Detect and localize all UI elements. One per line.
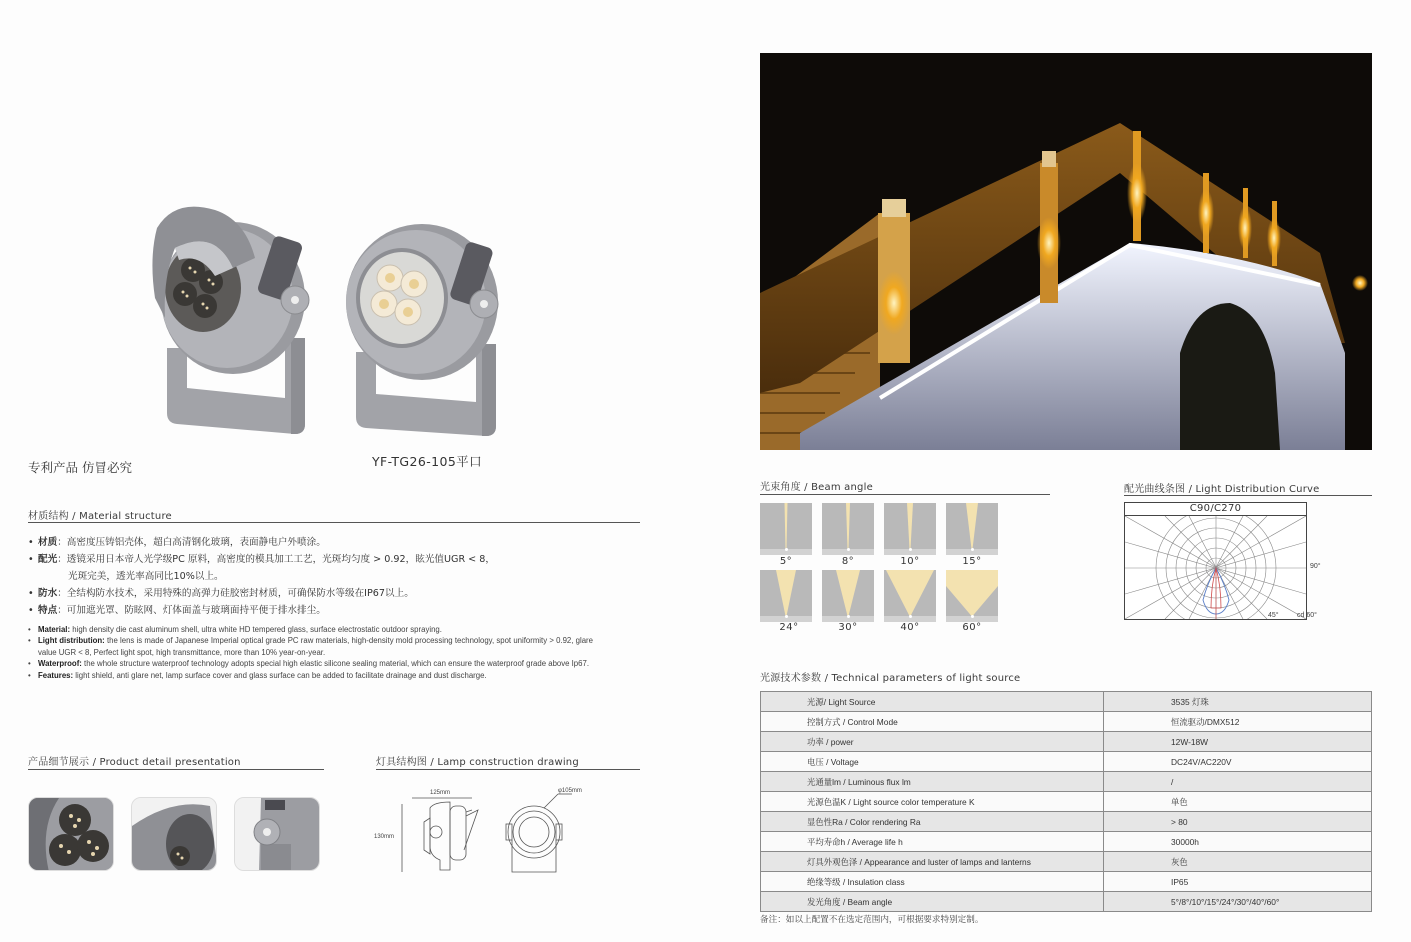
beam-diagram-30 bbox=[822, 570, 874, 622]
material-list-en bbox=[28, 624, 593, 681]
beam-label: 24° bbox=[779, 622, 799, 633]
detail-thumb-led-lens bbox=[28, 797, 114, 871]
beam-diagram-15 bbox=[946, 503, 998, 555]
application-photo-bridge bbox=[760, 53, 1372, 450]
list-item: • Light distribution: the lens is made of Japanese Imperial optical grade PC raw materials, high-density mold processing technology, spot uniformity > 0.92, glare value UGR < 8, Perfect light spot, high transmittance, more than 10% year-on-year. bbox=[28, 635, 593, 658]
beam-label: 15° bbox=[962, 556, 982, 567]
light-distribution-curve bbox=[1124, 502, 1307, 620]
beam-diagram-10 bbox=[884, 503, 936, 555]
beam-label: 60° bbox=[962, 622, 982, 633]
model-name: YF-TG26-105平口 bbox=[372, 454, 482, 469]
material-section-title: 材质结构 / Material structure bbox=[28, 511, 172, 522]
width-dimension: 125mm bbox=[430, 790, 451, 796]
curve-header: C90/C270 bbox=[1125, 503, 1306, 516]
detail-thumb-light-shield bbox=[131, 797, 217, 871]
table-row: 功率 / power 12W-18W bbox=[761, 732, 1372, 752]
table-row: 平均寿命h / Average life h 30000h bbox=[761, 832, 1372, 852]
table-row: 显色性Ra / Color rendering Ra > 80 bbox=[761, 812, 1372, 832]
patent-notice: 专利产品 仿冒必究 bbox=[28, 460, 132, 475]
list-item: • 配光：透镜采用日本帝人光学级PC 原料，高密度的模具加工工艺，光斑均匀度 > 0.92，眩光值UGR < 8， 光斑完美，透光率高同比10%以上。 bbox=[28, 551, 638, 585]
section-divider bbox=[1124, 495, 1372, 496]
beam-diagram-60 bbox=[946, 570, 998, 622]
drawing-section-title: 灯具结构图 / Lamp construction drawing bbox=[376, 757, 579, 768]
list-item: • 防水：全结构防水技术，采用特殊的高弹力硅胶密封材质，可确保防水等级在IP67以上。 bbox=[28, 585, 638, 602]
section-divider bbox=[28, 769, 324, 770]
table-row: 控制方式 / Control Mode 恒流驱动/DMX512 bbox=[761, 712, 1372, 732]
table-row: 光源色温K / Light source color temperature K 单色 bbox=[761, 792, 1372, 812]
diameter-dimension: φ105mm bbox=[558, 788, 582, 794]
beam-diagram-40 bbox=[884, 570, 936, 622]
height-dimension: 130mm bbox=[374, 834, 395, 840]
curve-label-cd60: cd 60° bbox=[1297, 612, 1317, 619]
table-row: 绝缘等级 / Insulation class IP65 bbox=[761, 872, 1372, 892]
customization-note: 备注：如以上配置不在选定范围内，可根据要求特别定制。 bbox=[760, 915, 984, 925]
table-row: 灯具外观色泽 / Appearance and luster of lamps and lanterns 灰色 bbox=[761, 852, 1372, 872]
beam-diagram-8 bbox=[822, 503, 874, 555]
technical-parameters-table bbox=[760, 691, 1372, 912]
beam-label: 40° bbox=[900, 622, 920, 633]
list-item: • Waterproof: the whole structure waterproof technology adopts special high elastic silicone sealing material, which can ensure the waterproof grade above Ip67. bbox=[28, 658, 593, 669]
beam-label: 8° bbox=[841, 556, 855, 567]
table-row: 光源/ Light Source 3535 灯珠 bbox=[761, 692, 1372, 712]
curve-label-45: 45° bbox=[1268, 612, 1279, 619]
beam-diagram-5 bbox=[760, 503, 812, 555]
beam-label: 30° bbox=[838, 622, 858, 633]
table-row: 发光角度 / Beam angle 5°/8°/10°/15°/24°/30°/40°/60° bbox=[761, 892, 1372, 912]
curve-label-90: 90° bbox=[1310, 563, 1321, 570]
section-divider bbox=[28, 522, 640, 523]
beam-label: 10° bbox=[900, 556, 920, 567]
product-render-with-shield bbox=[145, 198, 310, 438]
beam-diagram-24 bbox=[760, 570, 812, 622]
list-item: • Features: light shield, anti glare net, lamp surface cover and glass surface can be added to facilitate drainage and dust discharge. bbox=[28, 670, 593, 681]
material-list-cn bbox=[28, 534, 638, 619]
list-item: • 特点：可加遮光罩、防眩网、灯体面盖与玻璃面持平便于排水排尘。 bbox=[28, 602, 638, 619]
beam-section-title: 光束角度 / Beam angle bbox=[760, 482, 873, 493]
list-item: • 材质：高密度压铸铝壳体，超白高清钢化玻璃，表面静电户外喷涂。 bbox=[28, 534, 638, 551]
section-divider bbox=[760, 494, 1050, 495]
list-item: • Material: high density die cast aluminum shell, ultra white HD tempered glass, surface electrostatic outdoor spraying. bbox=[28, 624, 593, 635]
table-row: 电压 / Voltage DC24V/AC220V bbox=[761, 752, 1372, 772]
lamp-construction-drawing bbox=[372, 786, 602, 876]
product-render-flat-front bbox=[338, 212, 503, 440]
curve-section-title: 配光曲线条图 / Light Distribution Curve bbox=[1124, 484, 1320, 495]
detail-thumb-adjust-knob bbox=[234, 797, 320, 871]
section-divider bbox=[376, 769, 640, 770]
beam-label: 5° bbox=[779, 556, 793, 567]
table-row: 光通量lm / Luminous flux lm / bbox=[761, 772, 1372, 792]
detail-section-title: 产品细节展示 / Product detail presentation bbox=[28, 757, 241, 768]
params-section-title: 光源技术参数 / Technical parameters of light source bbox=[760, 673, 1021, 684]
